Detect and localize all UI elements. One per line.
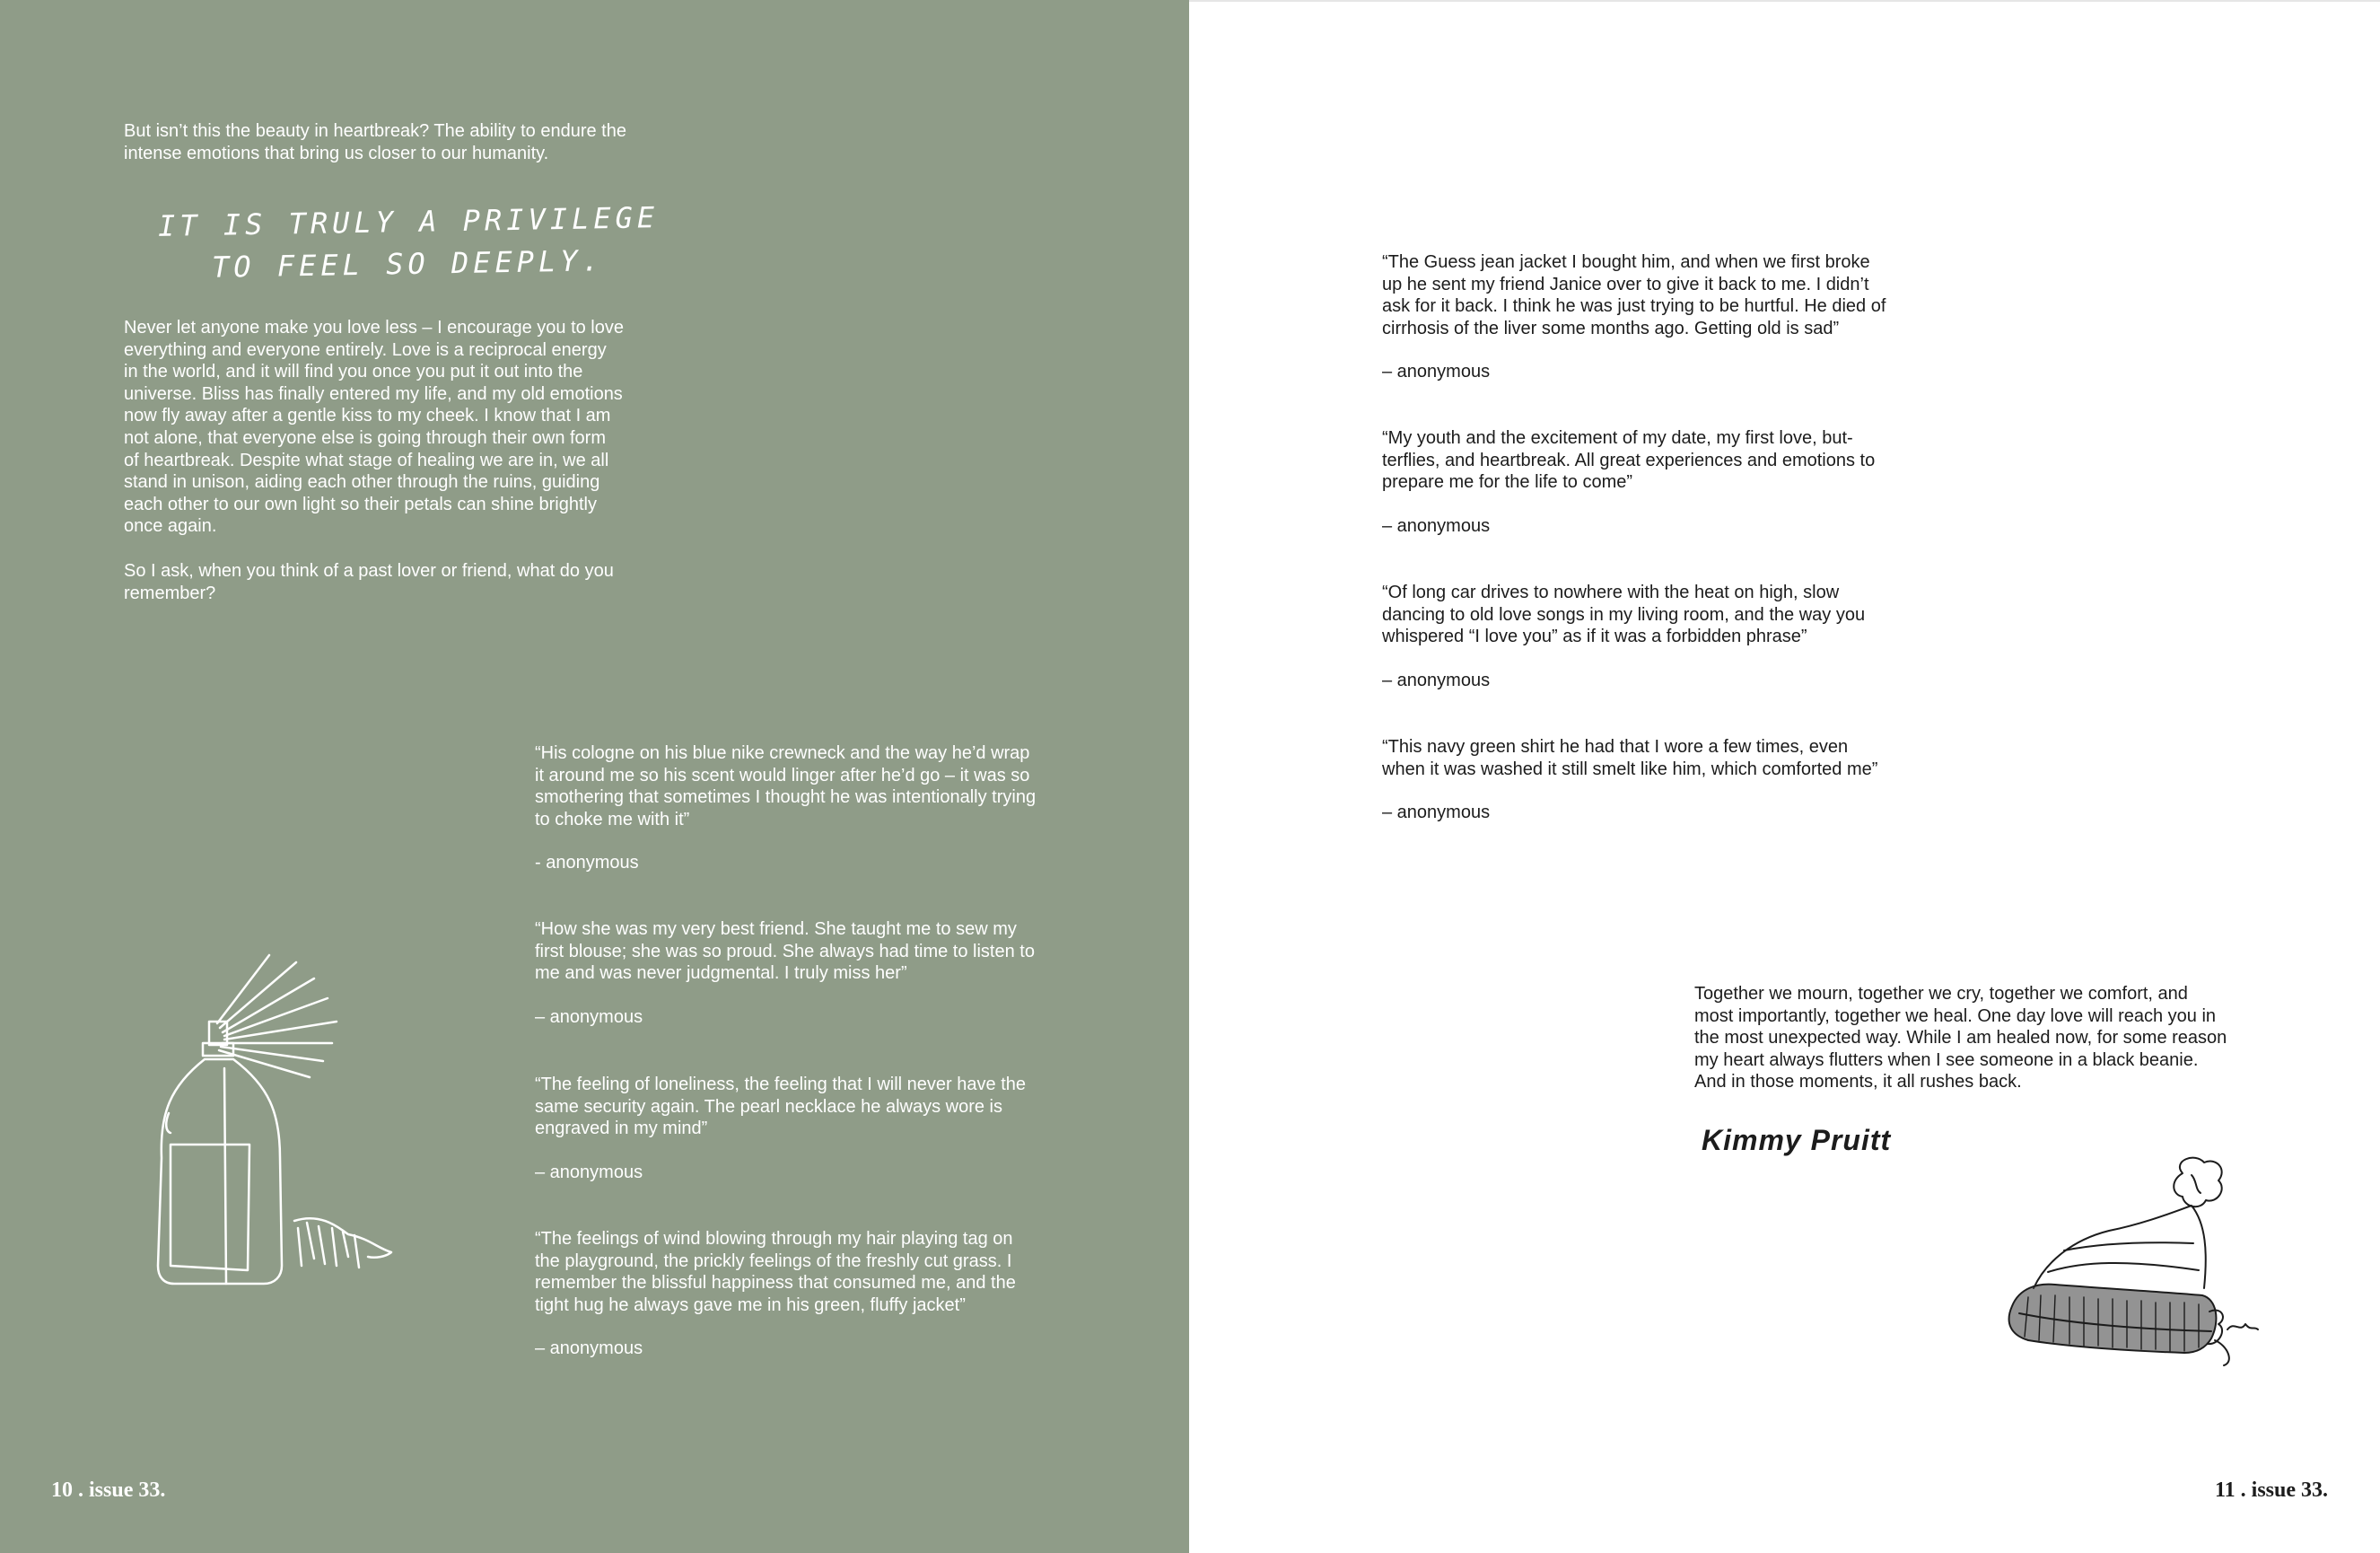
quote-attribution: – anonymous: [1382, 670, 1491, 690]
quote-block: [1382, 427, 1956, 537]
page-number-left: 10 . issue 33.: [51, 1478, 166, 1502]
quote-text: “His cologne on his blue nike crewneck and the way he’d wrap it around me so his scent would linger after he’d go – it was so smothering that sometimes I thought he was intentionally trying to choke me with it”: [535, 743, 1037, 829]
quote-attribution: – anonymous: [1382, 515, 1491, 536]
beanie-icon: [1992, 1154, 2262, 1405]
quote-attribution: – anonymous: [535, 1162, 643, 1182]
quote-block: [535, 1074, 1109, 1183]
quote-attribution: – anonymous: [535, 1338, 643, 1359]
body-paragraph: Never let anyone make you love less – I encourage you to love everything and everyone entirely. Love is a reciprocal energy in the world, and it will find you once you put it out into the universe. Bliss has finally entered my life, and my old emotions now fly away after a gentle kiss to my cheek. I know that I am not alone, that everyone else is going through their own form of heartbreak. Despite what stage of healing we are in, we all stand in unison, aiding each other through the ruins, guiding each other to our own light so their petals can shine brightly once again.: [124, 318, 624, 537]
quote-text: “This navy green shirt he had that I wore a few times, even when it was washed it still smelt like him, which comforted me”: [1382, 737, 1878, 779]
perfume-bottle-icon: [135, 943, 440, 1311]
quote-attribution: – anonymous: [1382, 362, 1491, 382]
quote-attribution: – anonymous: [535, 1006, 643, 1027]
quote-block: [1382, 251, 1956, 383]
quote-attribution: - anonymous: [535, 853, 639, 873]
quote-block: [535, 1228, 1109, 1360]
quote-block: [535, 918, 1109, 1028]
quote-text: “The Guess jean jacket I bought him, and when we first broke up he sent my friend Janice over to give it back to me. I didn’t ask for it back. I think he was just trying to be hurtful. He died of cirrhosis of the liver some months ago. Getting old is sad”: [1382, 252, 1886, 338]
quote-text: “Of long car drives to nowhere with the heat on high, slow dancing to old love songs in my living room, and the way you whispered “I love you” as if it was a forbidden phrase”: [1382, 583, 1866, 647]
quote-block: [535, 742, 1109, 874]
quote-text: “My youth and the excitement of my date, my first love, but- terflies, and heartbreak. All great experiences and emotions to prepare me for the life to come”: [1382, 428, 1876, 493]
quote-block: [1382, 736, 1956, 824]
author-signature: Kimmy Pruitt: [1702, 1124, 1892, 1156]
page-number-right: 11 . issue 33.: [2215, 1478, 2329, 1502]
quote-text: “The feeling of loneliness, the feeling that I will never have the same security again. The pearl necklace he always wore is engraved in my mind”: [535, 1075, 1026, 1139]
quote-text: “How she was my very best friend. She taught me to sew my first blouse; she was so proud. She always had time to listen to me and was never judgmental. I truly miss her”: [535, 919, 1035, 984]
left-page: [0, 0, 1189, 1553]
intro-paragraph: But isn’t this the beauty in heartbreak? The ability to endure the intense emotions that bring us closer to our humanity.: [124, 121, 626, 163]
question-paragraph: So I ask, when you think of a past lover or friend, what do you remember?: [124, 561, 614, 603]
quote-block: [1382, 582, 1956, 691]
closing-paragraph: Together we mourn, together we cry, together we comfort, and most importantly, together we heal. One day love will reach you in the most unexpected way. While I am healed now, for some reason my heart always flutters when I see someone in a black beanie. And in those moments, it all rushes back.: [1694, 984, 2227, 1092]
handwritten-quote-line-2: TO FEEL SO DEEPLY.: [211, 243, 605, 285]
quote-text: “The feelings of wind blowing through my hair playing tag on the playground, the prickly feelings of the freshly cut grass. I remember the blissful happiness that consumed me, and the tight hug he always gave me in his green, fluffy jacket”: [535, 1229, 1016, 1315]
quote-attribution: – anonymous: [1382, 803, 1491, 823]
handwritten-quote-line-1: IT IS TRULY A PRIVILEGE: [157, 200, 660, 243]
